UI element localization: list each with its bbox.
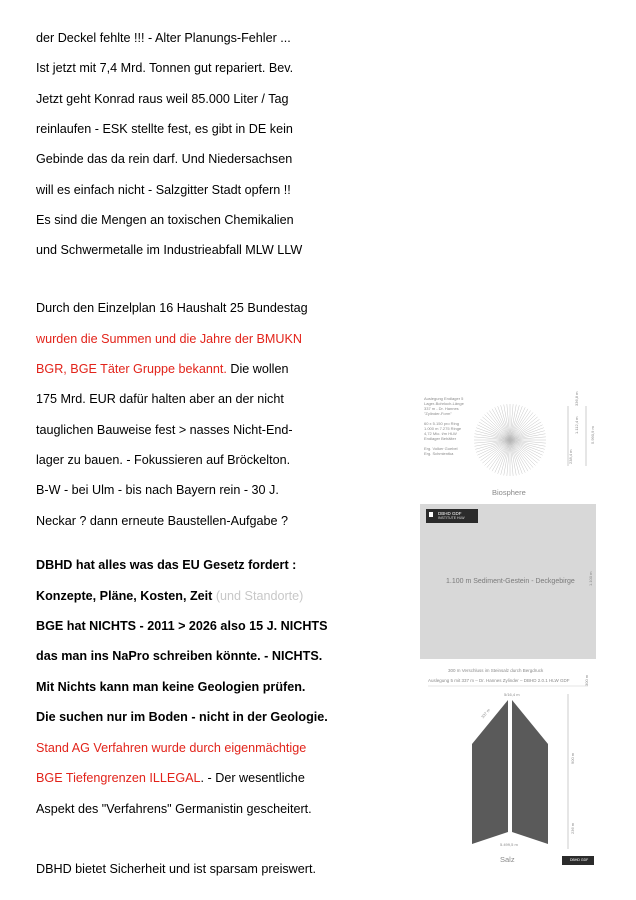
text-span: Es sind die Mengen an toxischen Chemikalien bbox=[36, 213, 294, 227]
design-note: Auslegung 5 mit 337 m – Dr. Hannes Zylinder – DBHD 2.0.1 HLW GDF bbox=[428, 678, 570, 683]
angle-label: 337 m bbox=[480, 707, 491, 720]
text-line bbox=[36, 618, 328, 634]
text-span: der Deckel fehlte !!! - Alter Planungs-Fehler ... bbox=[36, 31, 291, 45]
text-span: 175 Mrd. EUR dafür halten aber an der nicht bbox=[36, 392, 284, 406]
top-depth-label: 5/16,4 m bbox=[504, 692, 520, 697]
text-span: das man ins NaPro schreiben könnte. - NICHTS. bbox=[36, 649, 323, 663]
starburst-graphic bbox=[420, 396, 596, 488]
text-line bbox=[36, 861, 316, 877]
note-line: Endlager Behälter bbox=[424, 436, 457, 441]
text-span: Stand AG Verfahren wurde durch eigenmächtige bbox=[36, 741, 307, 755]
text-line bbox=[36, 557, 296, 573]
text-span: lager zu bauen. - Fokussieren auf Bröckelton. bbox=[36, 453, 291, 467]
text-line bbox=[36, 679, 305, 695]
text-span: BGE hat NICHTS - 2011 > 2026 also 15 J. NICHTS bbox=[36, 619, 328, 633]
layer-side-label: 1.100 m bbox=[588, 571, 593, 586]
logo-subtitle: INSTITUTE HLW bbox=[438, 516, 465, 520]
text-span: (und Standorte) bbox=[212, 589, 304, 603]
text-span: DBHD hat alles was das EU Gesetz fordert : bbox=[36, 558, 297, 572]
bottom-value-label: 5.499,5 m bbox=[500, 842, 518, 847]
side-label: 5.990,9 m bbox=[590, 426, 595, 444]
text-span: will es einfach nicht - Salzgitter Stadt opfern !! bbox=[36, 183, 291, 197]
text-line bbox=[36, 151, 292, 167]
text-span: Neckar ? dann erneute Baustellen-Aufgabe ? bbox=[36, 514, 289, 528]
text-line bbox=[36, 30, 291, 46]
text-line bbox=[36, 91, 289, 107]
biosphere-label: Biosphere bbox=[492, 488, 526, 497]
text-span: wurden die Summen und die Jahre der BMUKN bbox=[36, 332, 302, 346]
biosphere-section bbox=[420, 391, 596, 500]
note-line: 337 m - Dr. Hannes bbox=[424, 406, 459, 411]
text-span: und Schwermetalle im Industrieabfall MLW LLW bbox=[36, 243, 303, 257]
logo-mark bbox=[429, 512, 433, 517]
text-line bbox=[36, 648, 322, 664]
small-logo-text: DBHD GDF bbox=[570, 858, 589, 862]
text-span: B-W - bei Ulm - bis nach Bayern rein - 30 J. bbox=[36, 483, 279, 497]
text-line bbox=[36, 740, 306, 756]
side-label: 1.112,4 m bbox=[574, 416, 579, 434]
text-span: tauglichen Bauweise fest > nasses Nicht-End- bbox=[36, 423, 293, 437]
text-line bbox=[36, 121, 293, 137]
text-line bbox=[36, 331, 302, 347]
text-line bbox=[36, 513, 288, 529]
text-span: Die suchen nur im Boden - nicht in der Geologie. bbox=[36, 710, 328, 724]
text-span: Mit Nichts kann man keine Geologien prüfen. bbox=[36, 680, 306, 694]
logo-title: DBHD GDF bbox=[438, 511, 462, 516]
text-span: BGR, BGE Täter Gruppe bekannt. bbox=[36, 362, 227, 376]
sediment-panel bbox=[420, 504, 596, 659]
text-span: DBHD bietet Sicherheit und ist sparsam preiswert. bbox=[36, 862, 316, 876]
dbhd-logo bbox=[426, 509, 478, 523]
closure-note: 300 m Verschluss im Steinsalz durch Bergdruck bbox=[448, 668, 544, 673]
salt-label: Salz bbox=[500, 855, 515, 864]
small-logo bbox=[562, 856, 594, 865]
text-span: Durch den Einzelplan 16 Haushalt 25 Bundestag bbox=[36, 301, 308, 315]
text-line bbox=[36, 242, 302, 258]
mid-depth-label: 900 m bbox=[570, 752, 575, 764]
text-line bbox=[36, 391, 284, 407]
text-span: Die wollen bbox=[226, 362, 289, 376]
text-span: . - Der wesentliche bbox=[200, 771, 305, 785]
note-line: Auslegung Endlager 5 bbox=[424, 396, 464, 401]
note-line: Lager-Bohrloch-Länge bbox=[424, 401, 464, 406]
side-label: 238,4 m bbox=[568, 449, 573, 464]
text-span: Ist jetzt mit 7,4 Mrd. Tonnen gut repariert. Bev. bbox=[36, 61, 294, 75]
text-line bbox=[36, 709, 328, 725]
side-label: 336,8 m bbox=[574, 391, 579, 406]
text-line bbox=[36, 452, 290, 468]
text-line bbox=[36, 182, 291, 198]
text-line bbox=[36, 801, 312, 817]
text-span: Aspekt des "Verfahrens" Germanistin gescheitert. bbox=[36, 802, 312, 816]
text-line bbox=[36, 770, 305, 786]
text-line bbox=[36, 422, 293, 438]
text-span: Gebinde das da rein darf. Und Niedersachsen bbox=[36, 152, 293, 166]
note-line: 1.000 m 7.275 Ringe bbox=[424, 426, 462, 431]
text-span: Jetzt geht Konrad raus weil 85.000 Liter / Tag bbox=[36, 92, 289, 106]
note-line: 60 x 5.150 pro Ring bbox=[424, 421, 459, 426]
bottom-depth-label: 236 m bbox=[570, 822, 575, 834]
text-line bbox=[36, 300, 308, 316]
text-span: BGE Tiefengrenzen ILLEGAL bbox=[36, 771, 201, 785]
text-span: Konzepte, Pläne, Kosten, Zeit bbox=[36, 589, 213, 603]
salt-section bbox=[420, 664, 596, 870]
layer-label: 1.100 m Sediment-Gestein - Deckgebirge bbox=[446, 578, 575, 585]
closure-side-label: 300 m bbox=[584, 674, 589, 686]
note-line: Erg. Schmientka bbox=[424, 451, 454, 456]
text-line bbox=[36, 588, 303, 604]
text-line bbox=[36, 60, 293, 76]
note-line: 4,72 Mio. t/m HLW bbox=[424, 431, 457, 436]
text-span: reinlaufen - ESK stellte fest, es gibt in DE kein bbox=[36, 122, 293, 136]
text-line bbox=[36, 361, 288, 377]
note-line: "Zylinder-Form" bbox=[424, 411, 452, 416]
text-line bbox=[36, 212, 294, 228]
note-line: Erg. Volker Goebel bbox=[424, 446, 458, 451]
text-line bbox=[36, 482, 279, 498]
